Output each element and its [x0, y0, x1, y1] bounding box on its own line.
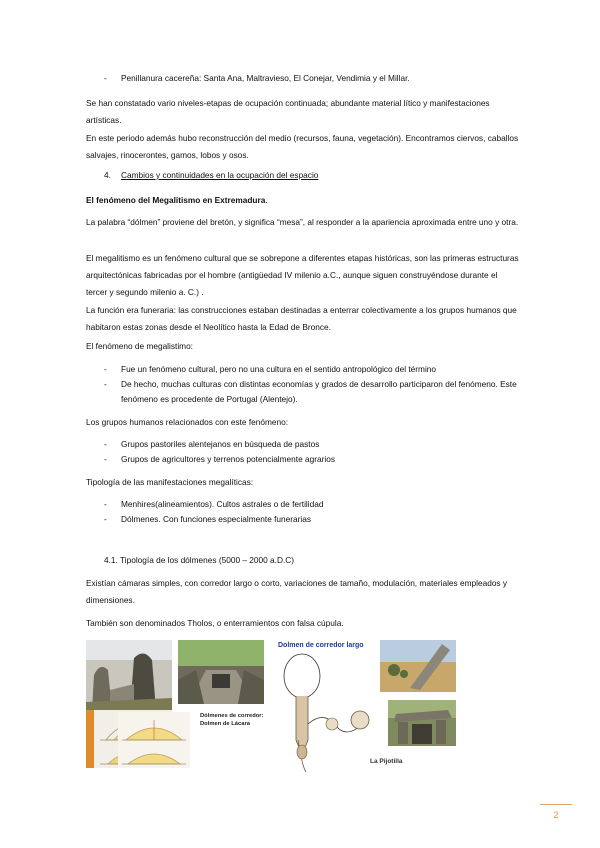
- page-number: 2: [540, 804, 572, 820]
- list-item: - Dólmenes. Con funciones especialmente funerarias: [104, 514, 312, 524]
- list-item: - De hecho, muchas culturas con distintas economías y grados de desarrollo participaron del fenómeno. Este fenómeno es procedente de Portugal (Alentejo).: [104, 379, 517, 404]
- dolmen-corridor-diagram: Dolmen de corredor largo: [272, 640, 374, 778]
- paragraph: También son denominados Tholos, o enterramientos con falsa cúpula.: [86, 618, 344, 628]
- paragraph: La función era funeraria: las construcciones estaban destinadas a enterrar colectivamente a los grupos humanos que habitaron estas zonas desde el Neolítico hasta la Edad de Bronce.: [86, 305, 517, 332]
- paragraph: La palabra “dólmen” proviene del bretón, y significa “mesa”, al responder a la apariencia aproximada entre uno y otra.: [86, 217, 519, 227]
- subsection-heading: 4.1. Tipología de los dólmenes (5000 – 2000 a.D.C): [104, 555, 295, 565]
- paragraph: El fenómeno de megalistimo:: [86, 341, 193, 351]
- menhir-landscape-photo: [380, 640, 456, 692]
- list-item: - Penillanura cacereña: Santa Ana, Maltravieso, El Conejar, Vendimia y el Millar.: [104, 73, 410, 83]
- photo-caption: Dólmenes de corredor: Dolmen de Lácara: [200, 713, 264, 727]
- paragraph: El megalitismo es un fenómeno cultural que se sobrepone a diferentes etapas históricas, son las primeras estructuras arquitectónicas fabricadas por el hombre (antigüedad IV milenio a.C., aunque siguen construyéndose durante el tercer y segundo milenio a. C.) .: [86, 253, 519, 297]
- section-heading: 4. Cambios y continuidades en la ocupación del espacio: [104, 170, 319, 180]
- dolmen-plan-drawing: [118, 712, 190, 768]
- list-item: - Grupos pastoriles alentejanos en búsqueda de pastos: [104, 439, 320, 449]
- list-item: - Menhires(alineamientos). Cultos astrales o de fertilidad: [104, 499, 324, 509]
- paragraph: Los grupos humanos relacionados con este fenómeno:: [86, 417, 289, 427]
- list-item: - Grupos de agricultores y terrenos potencialmente agrarios: [104, 454, 335, 464]
- paragraph: Se han constatado vario niveles-etapas de ocupación continuada; abundante material lítico y manifestaciones artísticas.: [86, 98, 490, 125]
- list-item: - Fue un fenómeno cultural, pero no una cultura en el sentido antropológico del término: [104, 364, 437, 374]
- paragraph: Tipología de las manifestaciones megalíticas:: [86, 477, 254, 487]
- bold-heading: El fenómeno del Megalitismo en Extremadura.: [86, 195, 268, 205]
- paragraph: Existían cámaras simples, con corredor largo o corto, variaciones de tamaño, modulación, materiales empleados y dimensiones.: [86, 578, 508, 605]
- paragraph: En este periodo además hubo reconstrucción del medio (recursos, fauna, vegetación). Encontramos ciervos, caballos salvajes, rinocerontes, gamos, lobos y osos.: [86, 133, 519, 160]
- dolmen-stone-photo: [388, 700, 456, 746]
- dolmen-corridor-photo: [178, 640, 264, 704]
- photo-caption: La Pijotilla: [370, 758, 403, 765]
